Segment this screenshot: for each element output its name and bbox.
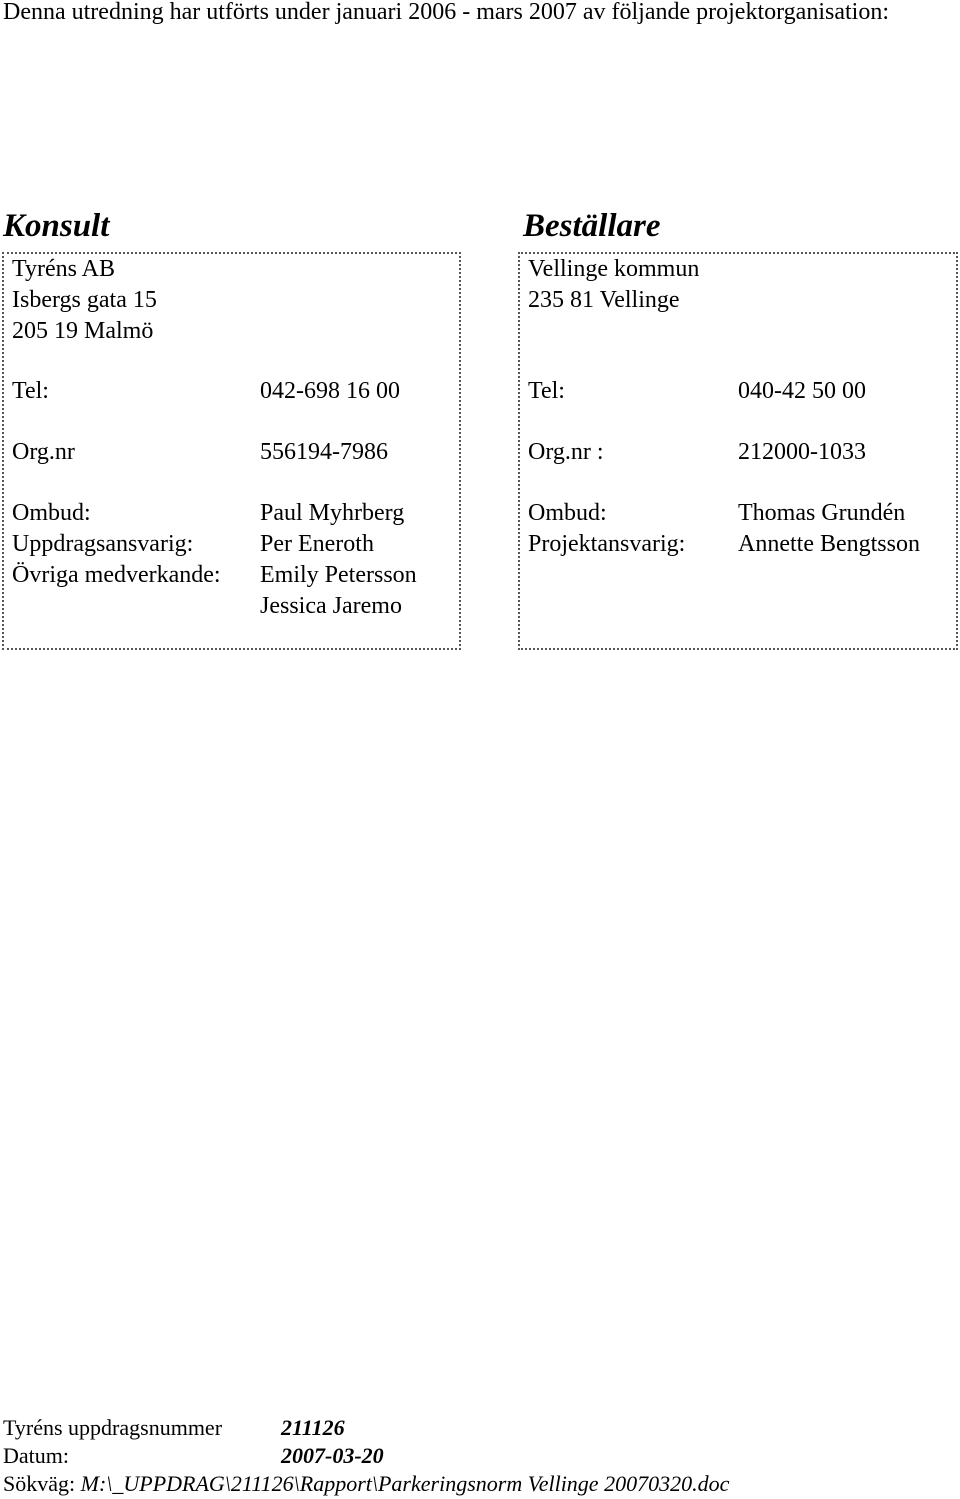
footer-datum-value: 2007-03-20	[281, 1443, 384, 1468]
footer-datum-row	[3, 1442, 384, 1470]
konsult-tel-value: 042-698 16 00	[260, 378, 400, 404]
footer-sokvag-label: Sökväg:	[3, 1471, 81, 1496]
footer-uppdrag-value: 211126	[281, 1415, 345, 1440]
bestallare-address-line: 235 81 Vellinge	[528, 287, 680, 313]
konsult-uppdrag-label: Uppdragsansvarig:	[12, 531, 194, 557]
konsult-box	[2, 252, 461, 650]
konsult-address-line: 205 19 Malmö	[12, 318, 154, 344]
konsult-address-line: Tyréns AB	[12, 256, 115, 282]
bestallare-ombud-value: Thomas Grundén	[738, 500, 906, 526]
konsult-uppdrag-value: Per Eneroth	[260, 531, 374, 557]
bestallare-org-value: 212000-1033	[738, 439, 866, 465]
konsult-ovriga-value: Jessica Jaremo	[260, 593, 402, 619]
bestallare-ombud-label: Ombud:	[528, 500, 607, 526]
bestallare-box	[518, 252, 958, 650]
footer-sokvag-value: M:\_UPPDRAG\211126\Rapport\Parkeringsnorm Vellinge 20070320.doc	[80, 1471, 730, 1496]
bestallare-title: Beställare	[523, 208, 661, 244]
footer-sokvag-row	[3, 1470, 729, 1498]
konsult-title: Konsult	[3, 208, 110, 244]
konsult-ovriga-label: Övriga medverkande:	[12, 562, 221, 588]
bestallare-address-line: Vellinge kommun	[528, 256, 700, 282]
konsult-tel-label: Tel:	[12, 378, 49, 404]
footer-datum-label: Datum:	[3, 1443, 69, 1468]
konsult-ombud-label: Ombud:	[12, 500, 91, 526]
bestallare-tel-value: 040-42 50 00	[738, 378, 866, 404]
konsult-org-label: Org.nr	[12, 439, 75, 465]
bestallare-tel-label: Tel:	[528, 378, 565, 404]
footer-uppdrag-row	[3, 1414, 345, 1442]
konsult-address-line: Isbergs gata 15	[12, 287, 157, 313]
bestallare-projekt-label: Projektansvarig:	[528, 531, 686, 557]
konsult-ovriga-value: Emily Petersson	[260, 562, 417, 588]
intro-text: Denna utredning har utförts under januari 2006 - mars 2007 av följande projektorganisation:	[3, 0, 889, 25]
konsult-org-value: 556194-7986	[260, 439, 388, 465]
konsult-ombud-value: Paul Myhrberg	[260, 500, 405, 526]
footer-uppdrag-label: Tyréns uppdragsnummer	[3, 1415, 223, 1440]
bestallare-org-label: Org.nr :	[528, 439, 604, 465]
bestallare-projekt-value: Annette Bengtsson	[738, 531, 920, 557]
